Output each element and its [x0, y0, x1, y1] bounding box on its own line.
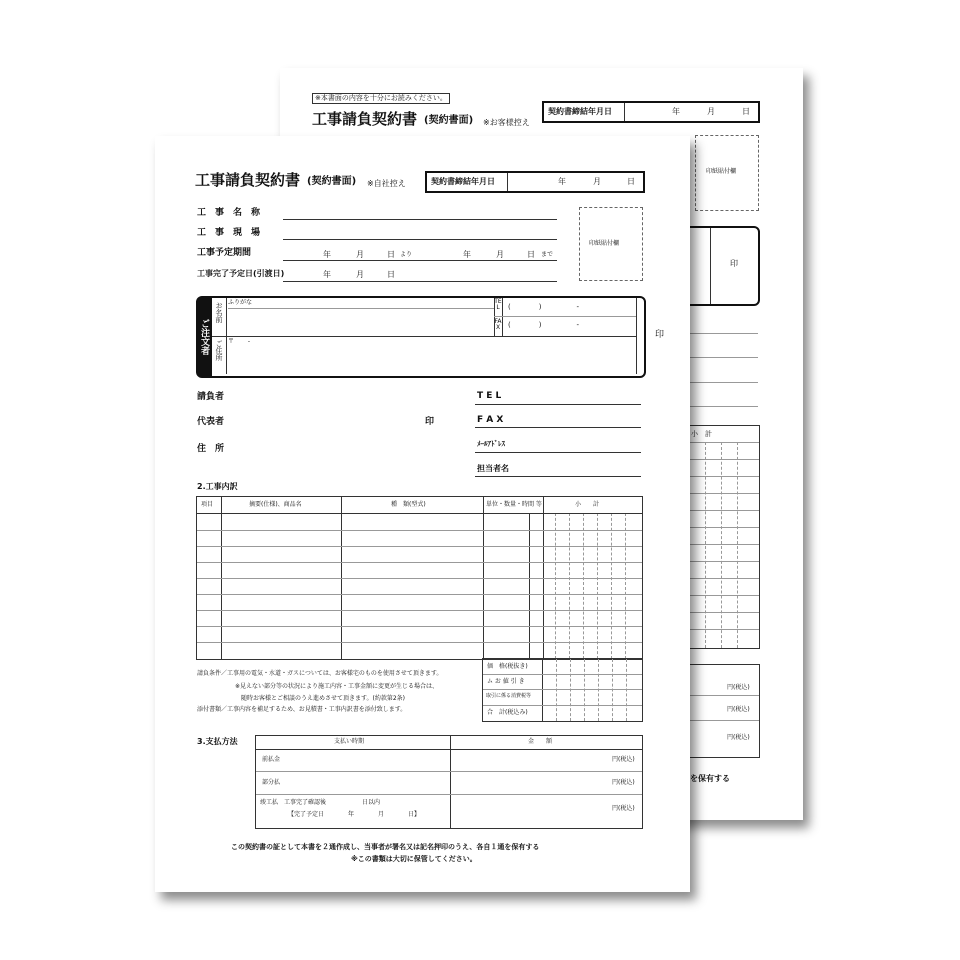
back-day: 日 [742, 107, 750, 116]
contractor-fax-line[interactable] [475, 427, 641, 428]
period-until: まで [541, 251, 554, 258]
back-yen-2: 円(税込) [727, 706, 750, 713]
contract-date-label: 契約書締結年月日 [431, 177, 495, 186]
contractor-label: 請負者 [197, 392, 225, 402]
contract-day: 日 [627, 177, 635, 186]
copy-note: ※自社控え [367, 179, 406, 188]
summary-tax: 取引に係る消費税等 [486, 693, 532, 699]
back-copy-note: ※お客様控え [483, 118, 530, 127]
fax-format[interactable]: ( ) - [508, 321, 579, 329]
completion-date-label: 工事完了予定日(引渡日) [197, 269, 285, 278]
contractor-person-line[interactable] [475, 476, 641, 477]
details-header-item: 項目 [201, 501, 214, 508]
back-subtotal-label: 小 計 [691, 430, 712, 438]
summary-total: 合 計(税込み) [487, 709, 528, 716]
period-end-day: 日 [527, 250, 535, 259]
payment-section-title: 3.支払方法 [197, 737, 238, 746]
name-label: お名前 [215, 302, 223, 323]
customer-side-label: ご注文者 [198, 298, 212, 376]
back-subtotal-grid [682, 425, 760, 649]
page-title: 工事請負契約書 [195, 171, 301, 189]
period-start-year: 年 [323, 250, 331, 259]
details-table [196, 496, 643, 660]
summary-price: 価 格(税抜き) [487, 663, 528, 670]
contract-year: 年 [558, 177, 566, 186]
back-year: 年 [672, 107, 680, 116]
back-keep-fragment: を保有する [690, 774, 730, 783]
summary-discount: ム お 値 引 き [487, 678, 525, 685]
contract-date-box [425, 171, 645, 193]
contractor-person-label: 担当者名 [477, 464, 509, 473]
postal-label: 〒 - [228, 338, 251, 345]
contractor-tel-label: T E L [477, 391, 502, 401]
payment-yen-2: 円(税込) [612, 779, 635, 786]
back-stamp-box [695, 135, 759, 211]
payment-yen-3: 円(税込) [612, 805, 635, 812]
front-sheet [155, 136, 690, 892]
footer-line1: この契約書の証として本書を２通作成し、当事者が署名又は記名押印のうえ、各自１通を保有する [231, 843, 540, 851]
back-contract-date-box [542, 101, 760, 123]
payment-partial: 部分払 [262, 779, 281, 786]
payment-completion-line1: 竣工払 工事完了確認後 日以内 [260, 799, 381, 806]
details-header-unit: 単位・数量・時間 等 [486, 501, 542, 508]
contractor-email-label: ﾒｰﾙｱﾄﾞﾚｽ [477, 440, 505, 448]
back-payment-box [682, 664, 760, 758]
title-sub: (契約書面) [307, 176, 357, 187]
work-site-line[interactable] [283, 239, 557, 240]
work-name-label: 工 事 名 称 [197, 208, 261, 218]
payment-completion-line2: 【完了予定日 年 月 日】 [288, 811, 421, 818]
back-contract-date-label: 契約書締結年月日 [548, 107, 612, 116]
fax-label: FAX [494, 318, 502, 331]
completion-day: 日 [387, 270, 395, 279]
tel-format[interactable]: ( ) - [508, 303, 579, 311]
period-from: より [400, 251, 413, 258]
payment-col-when: 支払い時期 [334, 738, 365, 745]
work-name-line[interactable] [283, 219, 557, 220]
details-header-type: 種 類(型式) [391, 501, 426, 508]
customer-box [196, 296, 665, 378]
payment-yen-1: 円(税込) [612, 756, 635, 763]
contractor-tel-line[interactable] [475, 404, 641, 405]
period-start-day: 日 [387, 250, 395, 259]
contractor-address-label: 住 所 [197, 444, 225, 454]
contractor-fax-label: F A X [477, 415, 504, 425]
period-end-month: 月 [496, 250, 504, 259]
payment-advance: 前払金 [262, 756, 281, 763]
details-header-subtotal: 小 計 [575, 501, 600, 508]
payment-col-amount: 金 額 [528, 738, 553, 745]
representative-label: 代表者 [197, 417, 225, 427]
conditions-line2: ※見えない部分等の状況により施工内容・工事金額に変更が生じる場合は、 [235, 683, 439, 690]
contract-month: 月 [593, 177, 601, 186]
completion-year: 年 [323, 270, 331, 279]
payment-table [255, 735, 643, 829]
back-month: 月 [707, 107, 715, 116]
work-period-label: 工事予定期間 [197, 248, 252, 258]
conditions-line1: 請負条件／工事用の電気・水道・ガスについては、お客様宅のものを使用させて頂きます。 [197, 670, 443, 677]
back-yen-3: 円(税込) [727, 734, 750, 741]
completion-month: 月 [356, 270, 364, 279]
completion-line[interactable] [283, 281, 557, 282]
work-site-label: 工 事 現 場 [197, 228, 261, 238]
back-title-sub: (契約書面) [424, 115, 474, 126]
period-start-month: 月 [356, 250, 364, 259]
back-notice: ※本書面の内容を十分にお読みください。 [312, 93, 450, 104]
back-title: 工事請負契約書 [312, 110, 418, 128]
back-seal: 印 [730, 259, 738, 268]
stamp-label: 印紙貼付欄 [589, 240, 620, 247]
contractor-email-line[interactable] [475, 452, 641, 453]
details-header-spec: 摘要(仕様)、商品名 [249, 501, 302, 508]
conditions-line4: 添付書類／工事内容を補足するため、お見積書・工事内訳書を添付致します。 [197, 706, 407, 713]
revenue-stamp-box [579, 207, 643, 281]
work-period-line[interactable] [283, 260, 557, 261]
conditions-line3: 随時お客様とご相談のうえ進めさせて頂きます。(約款第2条) [241, 695, 406, 702]
summary-box [482, 658, 643, 722]
details-section-title: 2.工事内訳 [197, 482, 238, 491]
address-label: ご住所 [215, 340, 223, 361]
tel-label: TEL [494, 298, 502, 311]
customer-seal: 印 [655, 330, 665, 340]
back-stamp-label: 印紙貼付欄 [706, 168, 737, 175]
footer-line2: ※この書類は大切に保管してください。 [351, 855, 477, 863]
back-yen-1: 円(税込) [727, 684, 750, 691]
period-end-year: 年 [463, 250, 471, 259]
contractor-seal: 印 [425, 417, 435, 427]
furigana-label: ふりがな [228, 299, 253, 306]
